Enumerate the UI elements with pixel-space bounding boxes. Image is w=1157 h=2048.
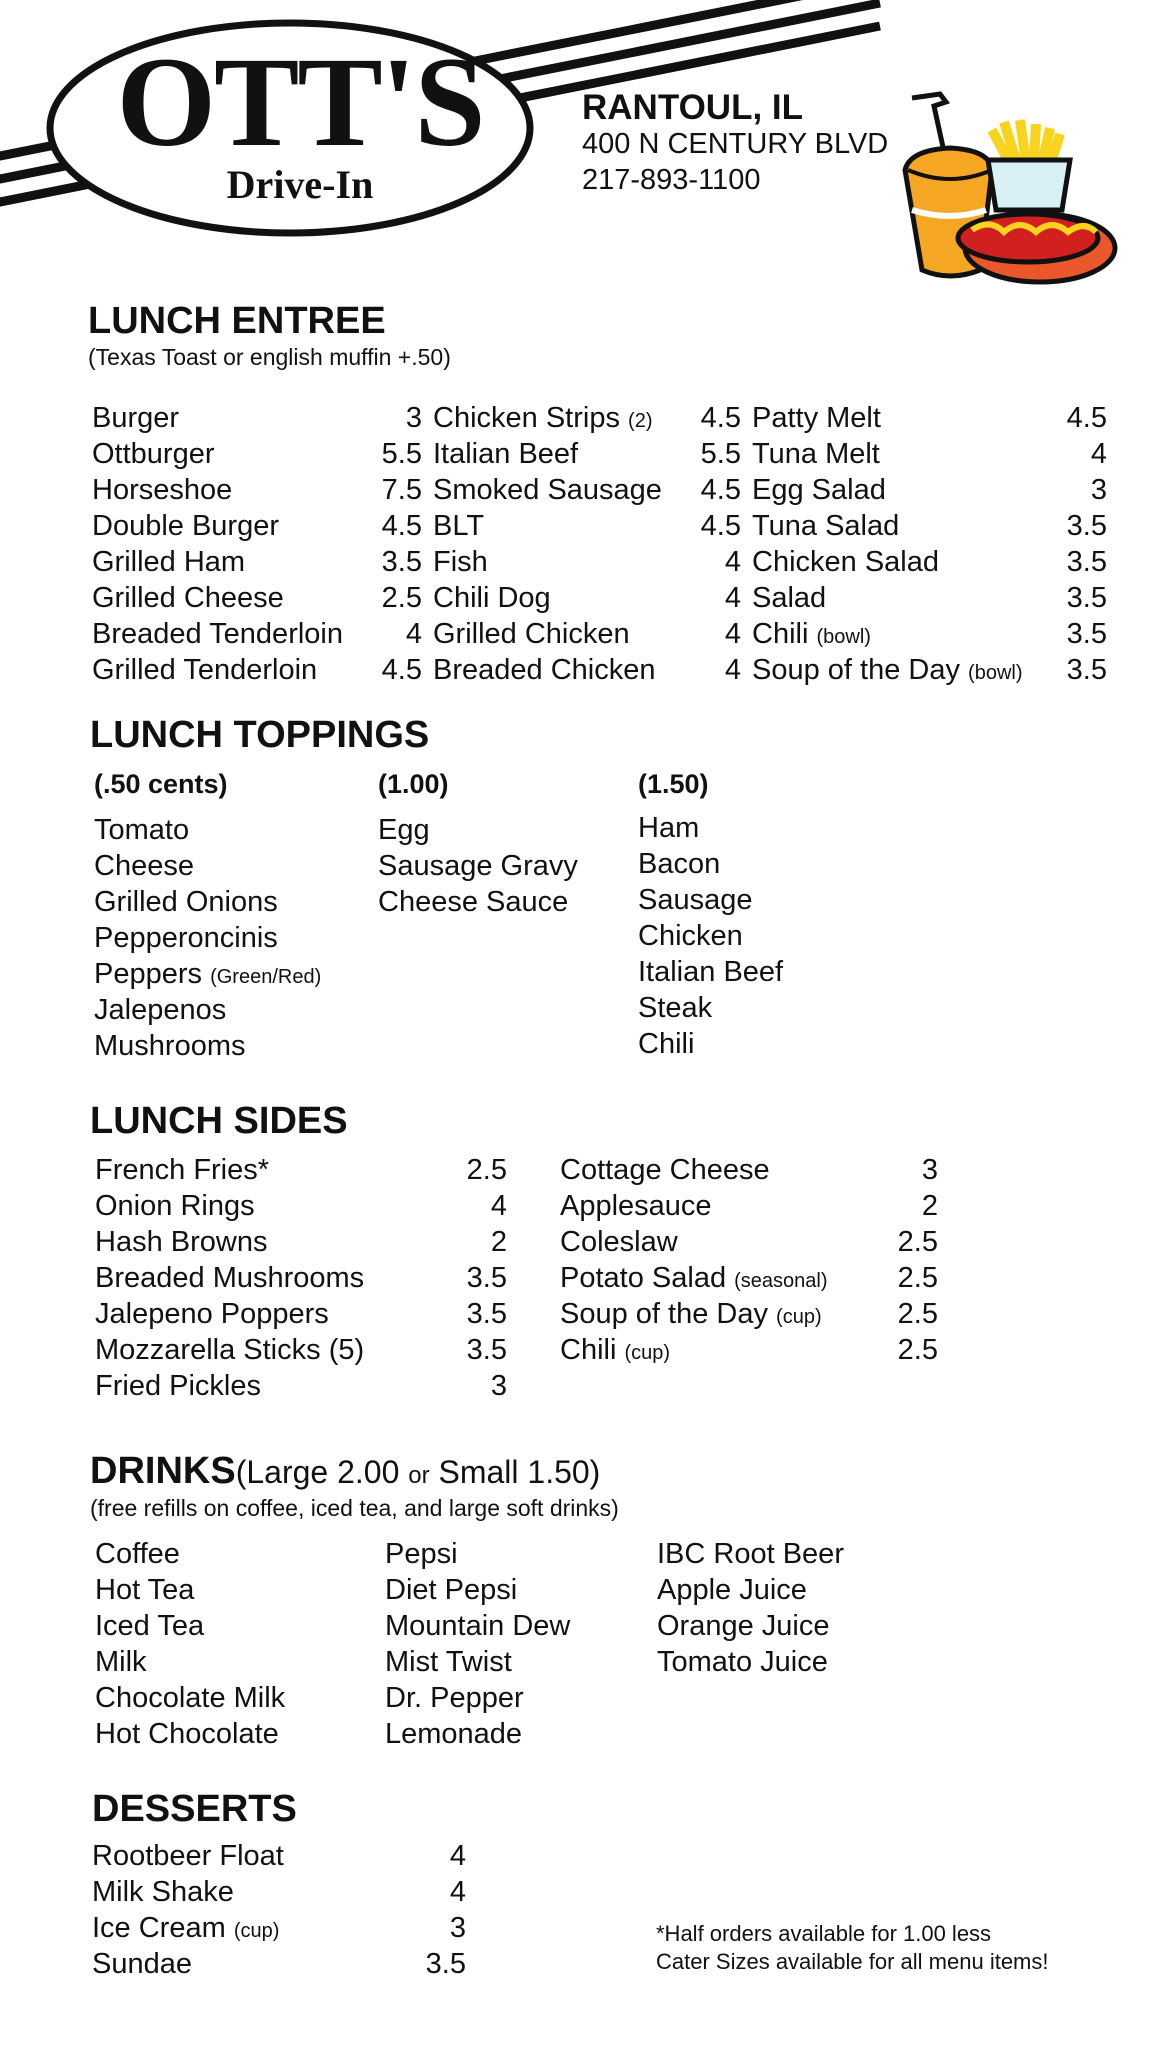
menu-item [95,1224,507,1260]
menu-item [92,652,422,688]
item-name: Milk Shake [92,1876,234,1908]
item-name: Soup of the Day [752,654,960,686]
topping-item: Mushrooms [94,1030,246,1062]
item-name: Chicken Strips [433,402,620,434]
menu-item [433,580,741,616]
item-name: Breaded Chicken [433,654,656,686]
menu-item [92,616,422,652]
topping-item: Sausage [638,884,753,916]
lunch-entree-title: LUNCH ENTREE [88,300,386,342]
item-price: 4.5 [1066,402,1107,434]
fast-food-icon [900,90,1130,320]
drink-item: Hot Tea [95,1574,195,1606]
menu-item [433,472,741,508]
item-name: Tuna Melt [752,438,880,470]
drinks-column-1 [95,1536,355,1752]
item-name: Coleslaw [560,1226,678,1258]
item-name: Jalepeno Poppers [95,1298,329,1330]
drink-item: Coffee [95,1538,180,1570]
toppings-price-heading: (1.50) [638,769,709,799]
item-price: 4 [1090,438,1107,470]
topping-item: Pepperoncinis [94,922,278,954]
lunch-toppings-title: LUNCH TOPPINGS [90,714,430,756]
item-price: 4.5 [700,474,741,506]
menu-item [433,508,741,544]
item-price: 5.5 [381,438,422,470]
item-price: 3.5 [1066,654,1107,686]
logo-subtitle: Drive-In [226,162,374,207]
item-price: 3 [490,1370,507,1402]
drink-item: Apple Juice [657,1574,807,1606]
item-price: 3.5 [466,1262,507,1294]
entree-column-1 [92,400,422,688]
item-name: Mozzarella Sticks [95,1334,321,1366]
item-name: Potato Salad [560,1262,727,1294]
item-name: Fish [433,546,488,578]
footnote-cater-sizes: Cater Sizes available for all menu items! [656,1949,1049,1974]
address-city: RANTOUL, IL [582,88,804,127]
item-price: 4 [724,618,741,650]
item-qualifier: (cup) [624,1342,671,1364]
toppings-column-2 [378,766,628,920]
item-name: Soup of the Day [560,1298,768,1330]
item-name: Rootbeer Float [92,1840,284,1872]
menu-item [752,652,1107,688]
topping-item: Grilled Onions [94,886,278,918]
drinks-title [90,1452,600,1490]
menu-item [560,1296,938,1332]
item-price: 2.5 [897,1334,938,1366]
item-name: Onion Rings [95,1190,255,1222]
drink-item: Milk [95,1646,147,1678]
item-name: Hash Browns [95,1226,268,1258]
item-price: 2.5 [381,582,422,614]
item-price: 3.5 [1066,510,1107,542]
item-name: Chili [752,618,809,650]
item-price: 2.5 [897,1226,938,1258]
menu-item [752,544,1107,580]
address-street: 400 N CENTURY BLVD [582,128,889,160]
menu-item [433,616,741,652]
menu-item [433,652,741,688]
drink-item: Orange Juice [657,1610,830,1642]
item-name: Grilled Ham [92,546,246,578]
footnote [656,1920,1049,1976]
item-name: Peppers [94,958,203,990]
menu-item [95,1332,507,1368]
menu-item [752,400,1107,436]
topping-item: Bacon [638,848,721,880]
menu-item [752,616,1107,652]
item-price: 3 [921,1154,938,1186]
drink-item: Iced Tea [95,1610,205,1642]
drink-item: Dr. Pepper [385,1682,524,1714]
drinks-heading: DRINKS [90,1450,236,1492]
item-price: 3.5 [425,1948,466,1980]
item-qualifier: (cup) [233,1920,280,1942]
menu-item [92,1874,466,1910]
topping-item: Ham [638,812,700,844]
item-name: Chicken Salad [752,546,939,578]
item-price: 3.5 [466,1334,507,1366]
menu-item [752,436,1107,472]
item-qualifier: (bowl) [968,662,1023,684]
item-name: Grilled Tenderloin [92,654,318,686]
item-name: Smoked Sausage [433,474,662,506]
item-name: Tuna Salad [752,510,900,542]
item-qualifier: (5) [328,1334,365,1366]
item-price: 2 [490,1226,507,1258]
menu-item [752,580,1107,616]
menu-item [560,1260,938,1296]
menu-item [95,1152,507,1188]
topping-item: Jalepenos [94,994,227,1026]
item-price: 4 [449,1840,466,1872]
toppings-column-1 [94,766,364,1064]
menu-item [92,436,422,472]
menu-item [92,1946,466,1982]
desserts-column [92,1838,466,1982]
topping-item: Steak [638,992,713,1024]
item-name: Sundae [92,1948,192,1980]
drink-item: Lemonade [385,1718,523,1750]
drink-item: Mountain Dew [385,1610,571,1642]
topping-item: Egg [378,814,430,846]
item-qualifier: (bowl) [816,626,871,648]
phone-number: 217-893-1100 [582,164,761,196]
drinks-note: (free refills on coffee, iced tea, and large soft drinks) [90,1495,619,1521]
item-name: Breaded Mushrooms [95,1262,365,1294]
item-price: 3.5 [1066,582,1107,614]
drink-item: Hot Chocolate [95,1718,279,1750]
item-name: Salad [752,582,827,614]
lunch-sides-title: LUNCH SIDES [90,1100,348,1142]
item-name: Italian Beef [433,438,579,470]
item-name: Chili [560,1334,617,1366]
menu-item [92,1838,466,1874]
item-price: 4.5 [700,510,741,542]
topping-item: Cheese Sauce [378,886,569,918]
menu-item [92,544,422,580]
topping-item: Sausage Gravy [378,850,578,882]
item-name: BLT [433,510,485,542]
item-name: Fried Pickles [95,1370,261,1402]
menu-item [95,1296,507,1332]
menu-item [433,436,741,472]
item-name: Ice Cream [92,1912,226,1944]
item-name: Egg Salad [752,474,886,506]
menu-item [92,400,422,436]
item-name: Burger [92,402,180,434]
item-name: French Fries* [95,1154,270,1186]
item-name: Patty Melt [752,402,881,434]
item-price: 2.5 [466,1154,507,1186]
item-price: 3 [1090,474,1107,506]
item-price: 4 [405,618,422,650]
item-price: 4 [490,1190,507,1222]
item-price: 4 [724,654,741,686]
item-price: 2 [921,1190,938,1222]
menu-item [92,580,422,616]
toppings-price-heading: (1.00) [378,769,449,799]
drink-item: IBC Root Beer [657,1538,844,1570]
menu-item [95,1368,507,1404]
item-qualifier: (2) [628,410,653,432]
drink-item: Pepsi [385,1538,458,1570]
toppings-column-3 [638,766,898,1062]
topping-item: Tomato [94,814,190,846]
lunch-entree-note: (Texas Toast or english muffin +.50) [88,344,451,370]
toppings-price-heading: (.50 cents) [94,769,228,799]
desserts-title: DESSERTS [92,1788,297,1830]
drinks-column-3 [657,1536,917,1680]
topping-item [94,956,364,992]
item-price: 7.5 [381,474,422,506]
drinks-column-2 [385,1536,645,1752]
item-qualifier: (Green/Red) [210,966,322,988]
item-name: Chili Dog [433,582,551,614]
sides-column-2 [560,1152,938,1368]
menu-item [95,1188,507,1224]
entree-column-2 [433,400,741,688]
item-price: 4 [724,546,741,578]
item-name: Double Burger [92,510,279,542]
entree-column-3 [752,400,1107,688]
item-name: Grilled Chicken [433,618,630,650]
item-name: Cottage Cheese [560,1154,770,1186]
topping-item: Cheese [94,850,194,882]
menu-item [560,1152,938,1188]
item-price: 4 [449,1876,466,1908]
item-price: 5.5 [700,438,741,470]
menu-item [92,472,422,508]
menu-item [95,1260,507,1296]
menu-item [560,1332,938,1368]
item-price: 3 [405,402,422,434]
item-name: Applesauce [560,1190,712,1222]
item-price: 3.5 [381,546,422,578]
item-price: 4 [724,582,741,614]
item-price: 4.5 [381,654,422,686]
drink-item: Diet Pepsi [385,1574,518,1606]
drinks-prices: (Large 2.00 or Small 1.50) [235,1454,601,1490]
item-name: Breaded Tenderloin [92,618,343,650]
item-price: 3 [449,1912,466,1944]
menu-item [560,1188,938,1224]
topping-item: Italian Beef [638,956,784,988]
topping-item: Chicken [638,920,743,952]
item-price: 3.5 [1066,546,1107,578]
item-price: 2.5 [897,1262,938,1294]
menu-item [92,1910,466,1946]
menu-item [433,400,741,436]
item-qualifier: (cup) [776,1306,822,1328]
topping-item: Chili [638,1028,695,1060]
item-qualifier: (seasonal) [734,1270,828,1292]
menu-item [752,472,1107,508]
item-price: 4.5 [700,402,741,434]
item-name: Grilled Cheese [92,582,284,614]
menu-item [92,508,422,544]
logo-name: OTT'S [116,31,484,173]
drink-item: Mist Twist [385,1646,512,1678]
item-name: Horseshoe [92,474,233,506]
sides-column-1 [95,1152,507,1404]
item-price: 2.5 [897,1298,938,1330]
menu-item [433,544,741,580]
item-name: Ottburger [92,438,215,470]
menu-item [752,508,1107,544]
drink-item: Chocolate Milk [95,1682,286,1714]
footnote-half-orders: *Half orders available for 1.00 less [656,1921,992,1946]
item-price: 4.5 [381,510,422,542]
menu-item [560,1224,938,1260]
drink-item: Tomato Juice [657,1646,828,1678]
item-price: 3.5 [466,1298,507,1330]
item-price: 3.5 [1066,618,1107,650]
